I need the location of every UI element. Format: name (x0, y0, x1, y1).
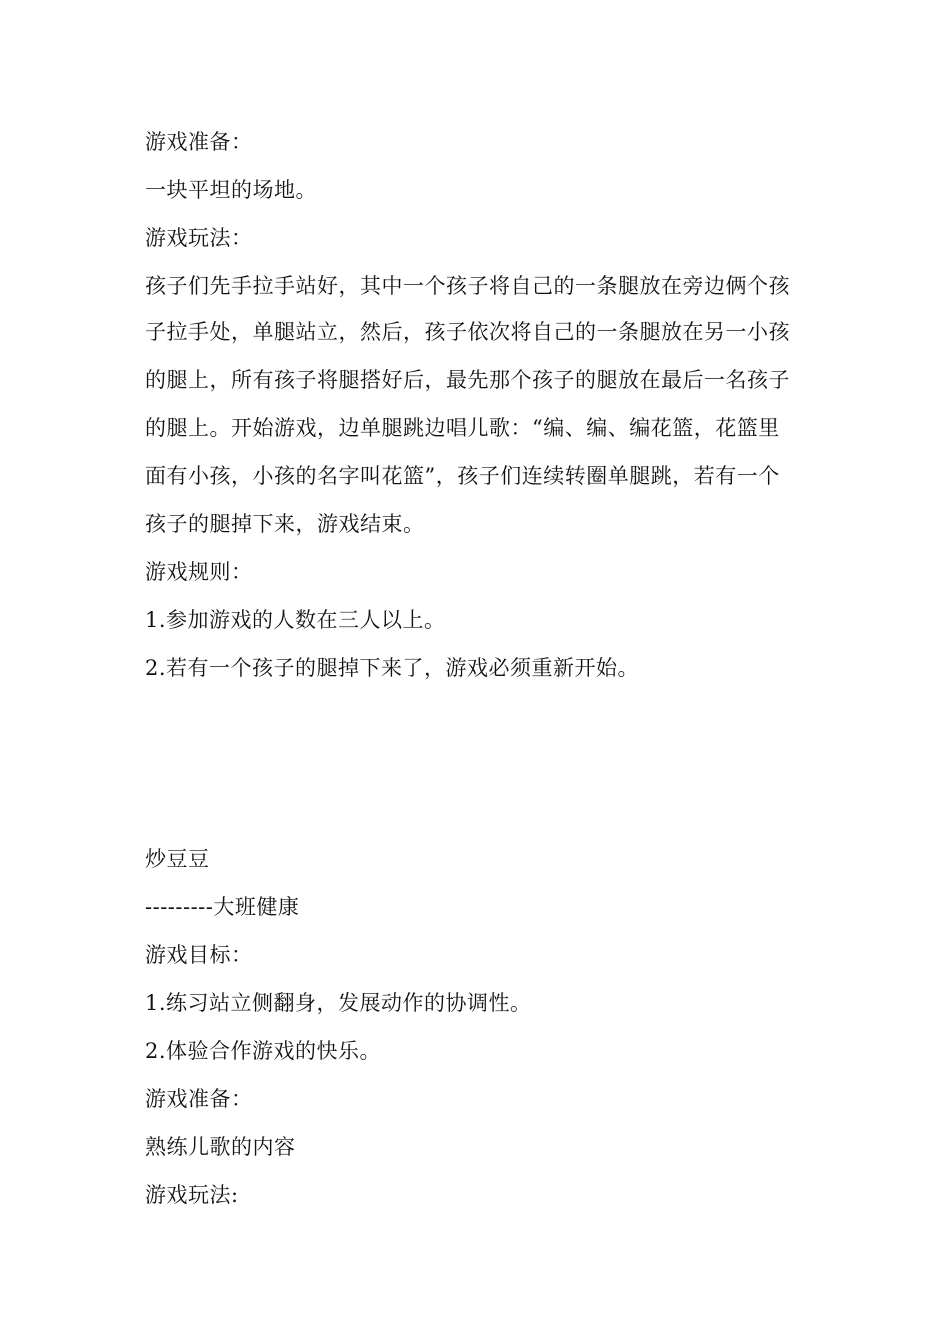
prep-heading: 游戏准备： (145, 130, 253, 154)
play-paragraph-line: 孩子的腿掉下来，游戏结束。 (145, 512, 425, 536)
play-heading-2: 游戏玩法: (145, 1183, 239, 1207)
play-heading: 游戏玩法： (145, 226, 253, 250)
rule-item: 2.若有一个孩子的腿掉下来了，游戏必须重新开始。 (145, 656, 640, 680)
play-paragraph-line: 的腿上，所有孩子将腿搭好后，最先那个孩子的腿放在最后一名孩子 (145, 368, 790, 392)
rules-heading: 游戏规则： (145, 560, 253, 584)
play-paragraph-line: 面有小孩，小孩的名字叫花篮”，孩子们连续转圈单腿跳，若有一个 (145, 464, 780, 488)
prep-heading-2: 游戏准备： (145, 1087, 253, 1111)
section-title: 炒豆豆 (145, 847, 210, 871)
goal-item: 2.体验合作游戏的快乐。 (145, 1039, 382, 1063)
rule-item: 1.参加游戏的人数在三人以上。 (145, 608, 446, 632)
goal-item: 1.练习站立侧翻身，发展动作的协调性。 (145, 991, 532, 1015)
goal-heading: 游戏目标： (145, 943, 253, 967)
play-paragraph-line: 孩子们先手拉手站好，其中一个孩子将自己的一条腿放在旁边俩个孩 (145, 274, 790, 298)
section-subtitle: ---------大班健康 (145, 895, 300, 919)
prep-text: 一块平坦的场地。 (145, 178, 317, 202)
play-paragraph-line: 的腿上。开始游戏，边单腿跳边唱儿歌：“编、编、编花篮，花篮里 (145, 416, 780, 440)
prep-text-2: 熟练儿歌的内容 (145, 1135, 296, 1159)
play-paragraph-line: 子拉手处，单腿站立，然后，孩子依次将自己的一条腿放在另一小孩 (145, 320, 790, 344)
